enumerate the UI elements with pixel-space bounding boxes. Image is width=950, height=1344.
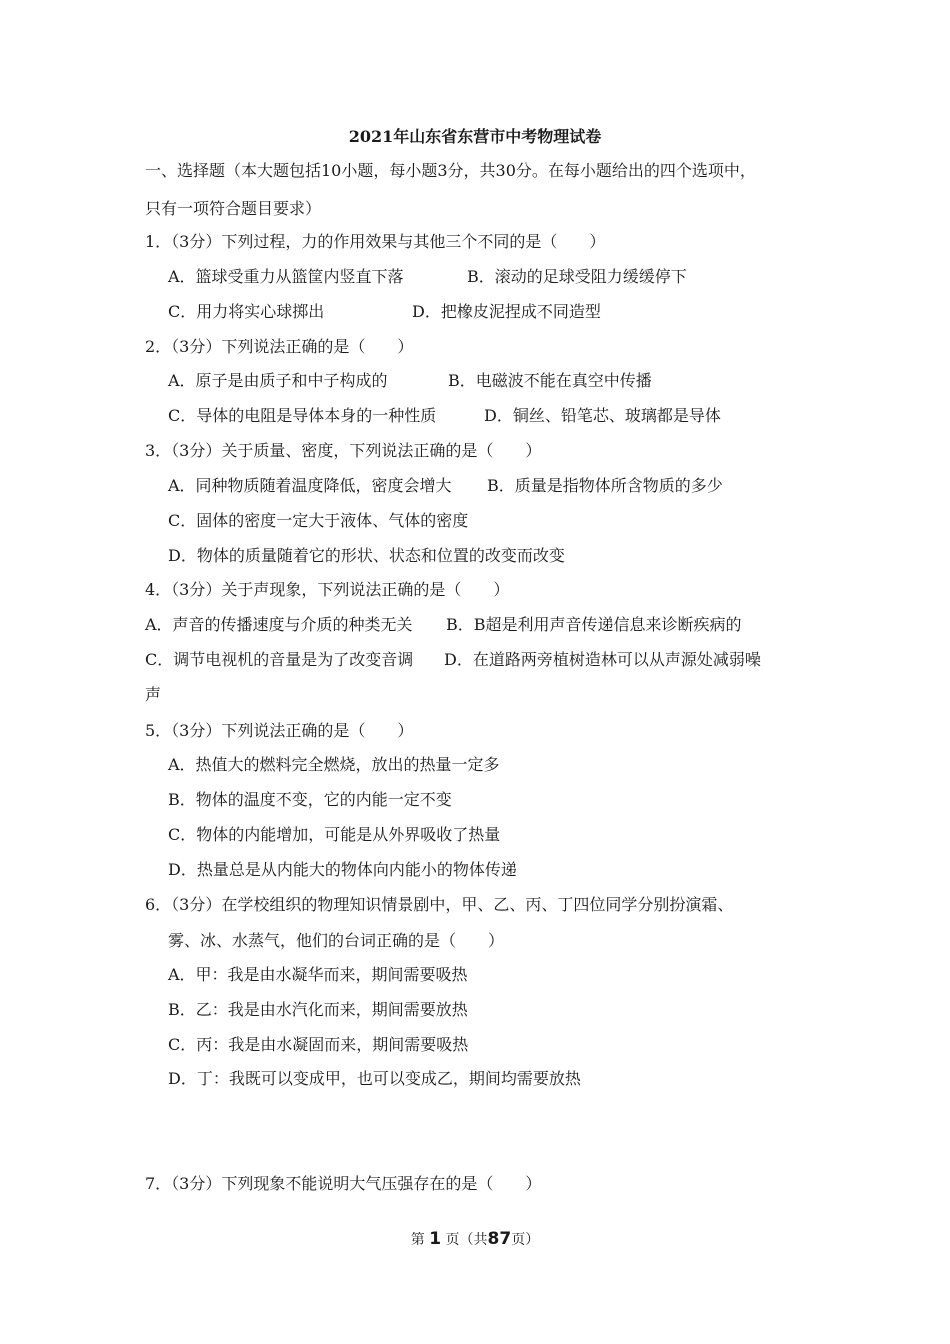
- question-6-option-b: B．乙：我是由水汽化而来，期间需要放热: [168, 1000, 468, 1019]
- question-2-option-a: A．原子是由质子和中子构成的: [168, 371, 388, 390]
- question-2-option-d: D．铜丝、铅笔芯、玻璃都是导体: [484, 406, 721, 425]
- footer-prefix: 第: [410, 1232, 425, 1248]
- question-3-stem: 3．（3分）关于质量、密度，下列说法正确的是（ ）: [145, 441, 542, 460]
- question-6-stem-continued: 雾、冰、水蒸气，他们的台词正确的是（ ）: [168, 931, 505, 950]
- question-5-option-c: C．物体的内能增加，可能是从外界吸收了热量: [168, 825, 501, 844]
- question-4-option-b: B．B超是利用声音传递信息来诊断疾病的: [446, 615, 742, 634]
- question-5-stem: 5．（3分）下列说法正确的是（ ）: [145, 721, 414, 740]
- question-1-option-c: C．用力将实心球掷出: [168, 302, 325, 321]
- question-2-option-b: B．电磁波不能在真空中传播: [448, 371, 652, 390]
- question-3-option-b: B．质量是指物体所含物质的多少: [487, 476, 723, 495]
- question-5-option-b: B．物体的温度不变，它的内能一定不变: [168, 790, 452, 809]
- question-4-option-c: C．调节电视机的音量是为了改变音调: [145, 650, 414, 669]
- question-5-option-a: A．热值大的燃料完全燃烧，放出的热量一定多: [168, 755, 500, 774]
- question-1-option-a: A．篮球受重力从篮筐内竖直下落: [168, 267, 404, 286]
- question-7-stem: 7．（3分）下列现象不能说明大气压强存在的是（ ）: [145, 1174, 542, 1193]
- question-6-option-a: A．甲：我是由水凝华而来，期间需要吸热: [168, 965, 468, 984]
- question-2-stem: 2．（3分）下列说法正确的是（ ）: [145, 337, 414, 356]
- question-3-option-d: D．物体的质量随着它的形状、状态和位置的改变而改变: [168, 546, 565, 565]
- question-4-option-d: D．在道路两旁植树造林可以从声源处减弱噪: [444, 650, 761, 669]
- question-4-option-a: A．声音的传播速度与介质的种类无关: [145, 615, 413, 634]
- footer-suffix: 页）: [511, 1232, 540, 1248]
- question-6-stem: 6．（3分）在学校组织的物理知识情景剧中，甲、乙、丙、丁四位同学分别扮演霜、: [145, 895, 734, 914]
- question-6-option-d: D．丁：我既可以变成甲，也可以变成乙，期间均需要放热: [168, 1069, 581, 1088]
- question-4-stem: 4．（3分）关于声现象，下列说法正确的是（ ）: [145, 580, 510, 599]
- question-5-option-d: D．热量总是从内能大的物体向内能小的物体传递: [168, 860, 517, 879]
- section-instructions-line2: 只有一项符合题目要求）: [145, 199, 322, 218]
- question-1-option-b: B．滚动的足球受阻力缓缓停下: [467, 267, 687, 286]
- footer-page-number: 1: [429, 1229, 442, 1249]
- question-6-option-c: C．丙：我是由水凝固而来，期间需要吸热: [168, 1035, 469, 1054]
- question-4-option-d-continued: 声: [145, 685, 162, 704]
- question-2-option-c: C．导体的电阻是导体本身的一种性质: [168, 406, 437, 425]
- page-footer: [0, 1228, 950, 1251]
- footer-total-pages: 87: [487, 1229, 512, 1249]
- question-3-option-a: A．同种物质随着温度降低，密度会增大: [168, 476, 452, 495]
- question-1-stem: 1．（3分）下列过程，力的作用效果与其他三个不同的是（ ）: [145, 232, 606, 251]
- question-1-option-d: D．把橡皮泥捏成不同造型: [412, 302, 601, 321]
- question-3-option-c: C．固体的密度一定大于液体、气体的密度: [168, 511, 469, 530]
- page-title: 2021年山东省东营市中考物理试卷: [348, 127, 602, 146]
- footer-middle: 页（共: [445, 1232, 488, 1248]
- section-instructions-line1: 一、选择题（本大题包括10小题，每小题3分，共30分。在每小题给出的四个选项中，: [145, 161, 756, 180]
